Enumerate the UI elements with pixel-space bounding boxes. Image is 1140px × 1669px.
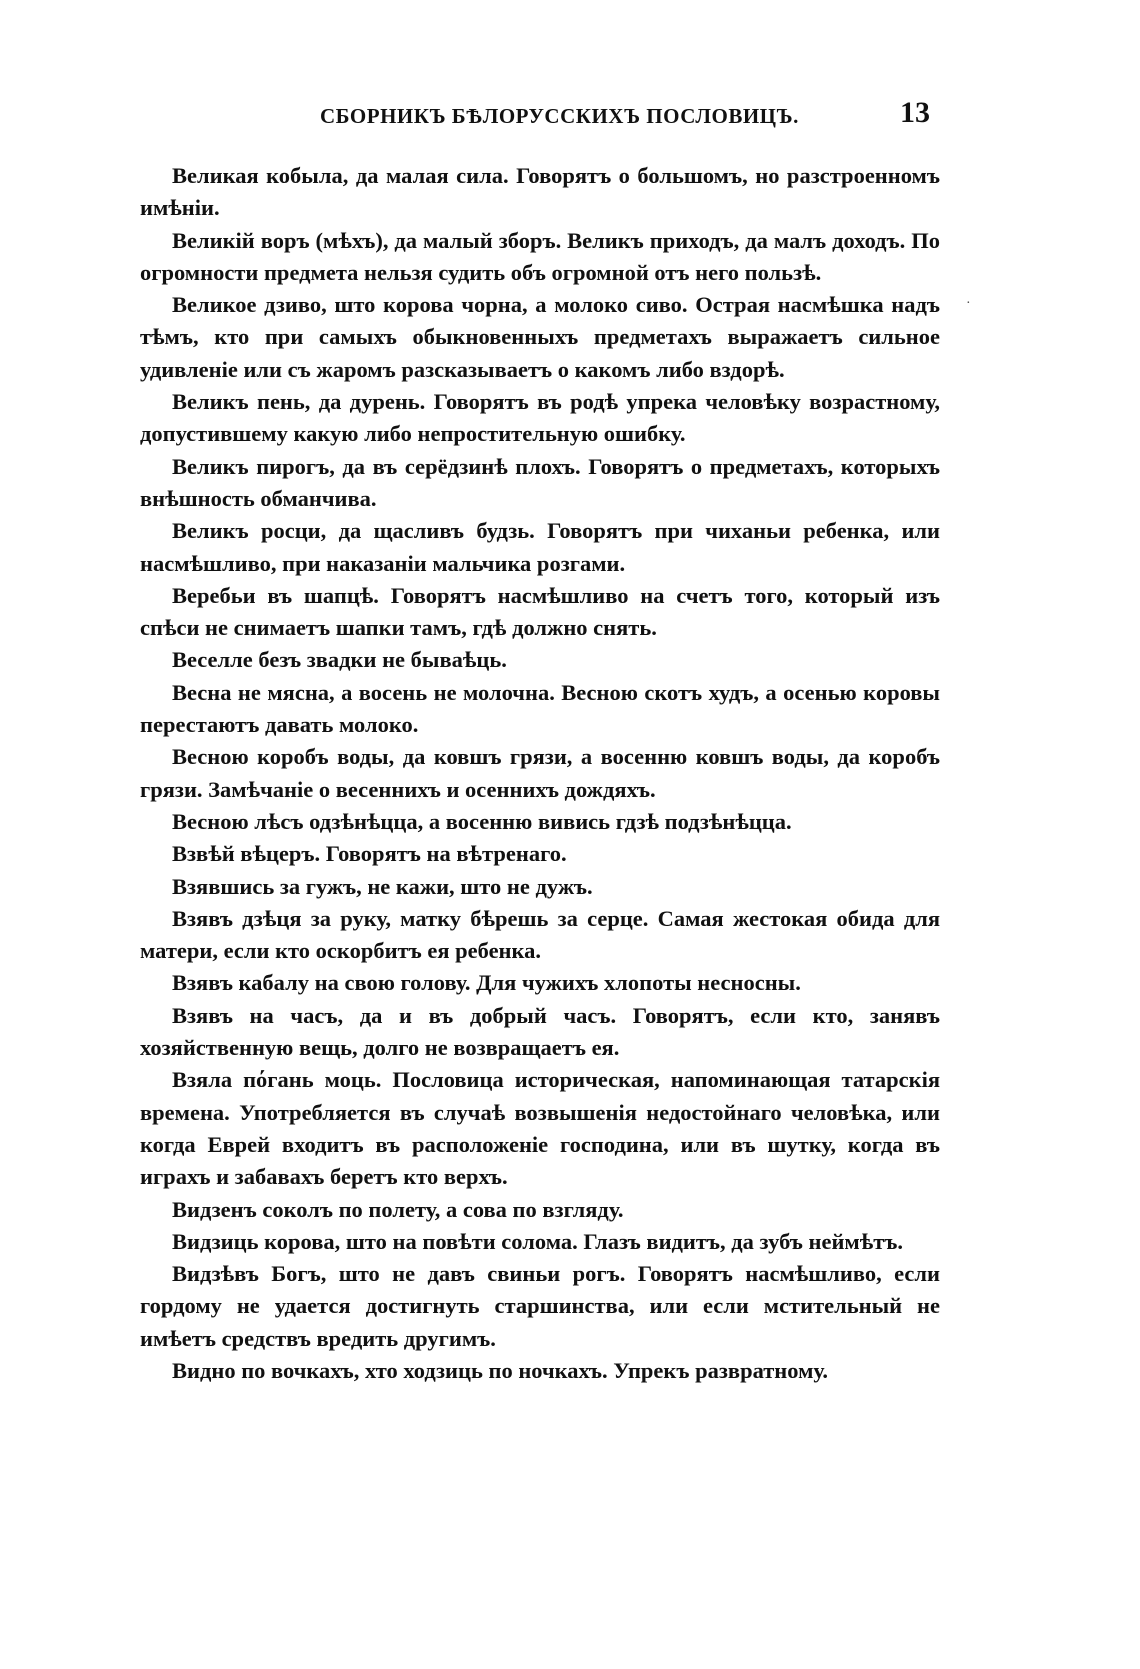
proverb-entry: Великъ росци, да щасливъ будзь. Говорятъ при чиханьи ребенка, или насмѣшливо, при наказаніи мальчика розгами. [140, 518, 940, 576]
running-title: СБОРНИКЪ БѢЛОРУССКИХЪ ПОСЛОВИЦЪ. [320, 104, 799, 128]
proverb-entry: Видзѣвъ Богъ, што не давъ свиньи рогъ. Говорятъ насмѣшливо, если гордому не удается достигнуть старшинства, или если мстительный не имѣетъ средствъ вредить другимъ. [140, 1261, 940, 1351]
proverb-entry: Взявъ кабалу на свою голову. Для чужихъ хлопоты несносны. [172, 970, 801, 996]
proverb-entry: Веселле безъ звадки не бываѣць. [172, 647, 507, 673]
proverb-entry: Весна не мясна, а восень не молочна. Весною скотъ худъ, а осенью коровы перестаютъ давать молоко. [140, 679, 940, 738]
ink-speck: · [966, 296, 971, 311]
proverb-entry: Весною лѣсъ одзѣнѣцца, а восенню вивись гдзѣ подзѣнѣцца. [172, 808, 792, 834]
proverb-entry: Взявъ на часъ, да и въ добрый часъ. Говорятъ, если кто, занявъ хозяйственную вещь, долго не возвращаетъ ея. [140, 1002, 940, 1061]
proverb-entry: Видзиць корова, што на повѣти солома. Глазъ видитъ, да зубъ неймѣтъ. [172, 1228, 904, 1254]
proverb-entry: Веребьи въ шапцѣ. Говорятъ насмѣшливо на счетъ того, который изъ спѣси не снимаетъ шапки тамъ, гдѣ должно снять. [140, 582, 940, 641]
proverb-entry: Весною коробъ воды, да ковшъ грязи, а восенню ковшъ воды, да коробъ грязи. Замѣчаніе о весеннихъ и осеннихъ дождяхъ. [140, 744, 940, 802]
proverb-entry: Взвѣй вѣцеръ. Говорятъ на вѣтренаго. [172, 841, 567, 867]
proverb-entry: Великій воръ (мѣхъ), да малый зборъ. Великъ приходъ, да малъ доходъ. По огромности предмета нельзя судить объ огромной отъ него пользѣ. [140, 227, 940, 285]
proverb-entry: Великое дзиво, што корова чорна, а молоко сиво. Острая насмѣшка надъ тѣмъ, кто при самыхъ обыкновенныхъ предметахъ выражаетъ сильное удивленіе или съ жаромъ разсказываетъ о какомъ либо вздорѣ. [140, 292, 940, 382]
proverb-entry: Взявъ дзѣця за руку, матку бѣрешь за серце. Самая жестокая обида для матери, если кто оскорбитъ ея ребенка. [140, 905, 940, 964]
proverb-entry: Взявшись за гужъ, не кажи, што не дужъ. [172, 873, 593, 899]
page-number: 13 [900, 96, 930, 129]
proverb-entry: Великъ пень, да дурень. Говорятъ въ родѣ упрека человѣку возрастному, допустившему какую либо непростительную ошибку. [140, 389, 940, 447]
proverb-entry: Великая кобыла, да малая сила. Говорятъ о большомъ, но разстроенномъ имѣніи. [140, 163, 940, 221]
page-header [140, 96, 940, 136]
proverbs-text [140, 160, 940, 1387]
proverb-entry: Взяла пόгань моць. Пословица историческая, напоминающая татарскія времена. Употребляется въ случаѣ возвышенія недостойнаго человѣка, или когда Еврей входитъ въ расположеніе господина, или въ шутку, когда въ играхъ и забавахъ беретъ кто верхъ. [140, 1067, 940, 1190]
proverb-entry: Великъ пирогъ, да въ серёдзинѣ плохъ. Говорятъ о предметахъ, которыхъ внѣшность обманчива. [140, 453, 940, 511]
proverb-entry: Видно по вочкахъ, хто ходзиць по ночкахъ. Упрекъ развратному. [172, 1357, 829, 1383]
proverb-entry: Видзенъ соколъ по полету, а сова по взгляду. [172, 1196, 624, 1222]
